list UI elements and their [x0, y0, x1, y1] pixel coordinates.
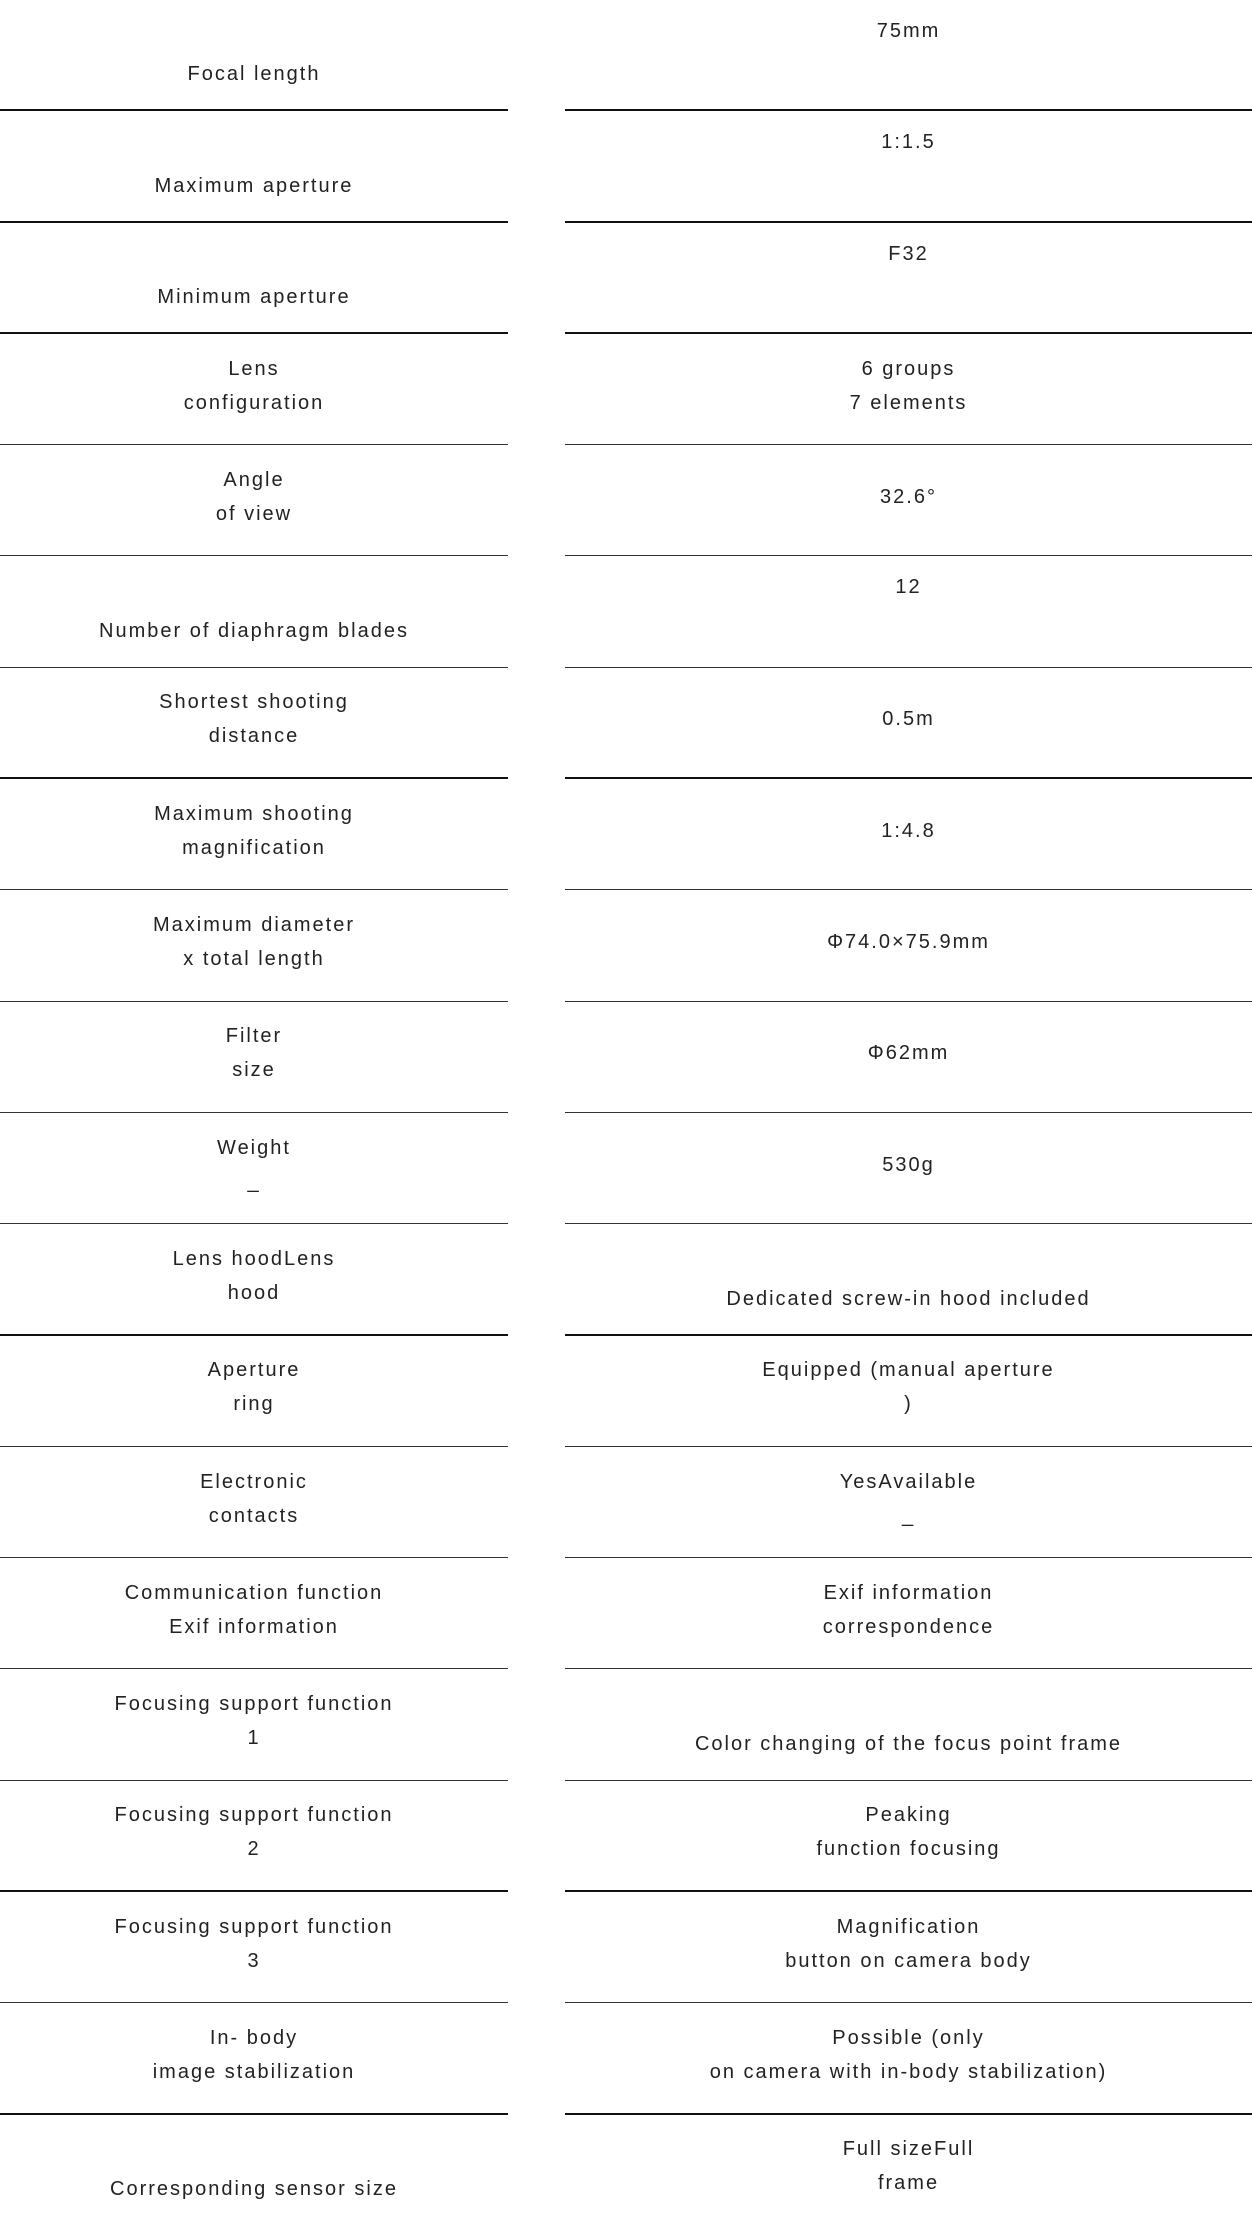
spec-row	[0, 556, 1252, 667]
spec-label-line: Lens hoodLens	[172, 1247, 336, 1270]
spec-row	[0, 1002, 1252, 1113]
spec-value-line: YesAvailable	[839, 1470, 978, 1493]
spec-value-line: button on camera body	[785, 1949, 1032, 1972]
spec-label	[0, 890, 508, 1001]
spec-label-line: _	[247, 1170, 261, 1193]
spec-row	[0, 1558, 1252, 1669]
spec-label-line: Electronic	[200, 1470, 308, 1493]
spec-value	[565, 1224, 1252, 1335]
spec-value	[565, 2115, 1252, 2226]
spec-label	[0, 668, 508, 779]
spec-label	[0, 1892, 508, 2003]
spec-value	[565, 1669, 1252, 1780]
spec-label	[0, 445, 508, 556]
spec-label-line: Minimum aperture	[157, 285, 351, 308]
spec-row	[0, 1224, 1252, 1335]
spec-value-line: Φ62mm	[867, 1042, 950, 1065]
spec-value-line: correspondence	[822, 1615, 995, 1638]
spec-label-line: magnification	[182, 836, 326, 859]
spec-value	[565, 0, 1252, 111]
spec-label-line: 1	[247, 1727, 261, 1750]
spec-label-line: Number of diaphragm blades	[99, 619, 409, 642]
spec-row	[0, 668, 1252, 779]
spec-value-line: Dedicated screw-in hood included	[726, 1287, 1091, 1310]
spec-value-line: function focusing	[816, 1838, 1001, 1861]
spec-value	[565, 223, 1252, 334]
spec-label-line: hood	[227, 1281, 281, 1304]
spec-value-line: Φ74.0×75.9mm	[827, 931, 990, 954]
spec-value	[565, 1781, 1252, 1892]
spec-label	[0, 1336, 508, 1447]
spec-row	[0, 779, 1252, 890]
spec-label-line: Weight	[217, 1136, 291, 1159]
spec-label-line: x total length	[183, 948, 325, 971]
spec-label	[0, 1558, 508, 1669]
spec-label-line: distance	[208, 725, 300, 748]
spec-value-line: 1:1.5	[881, 131, 936, 154]
spec-label	[0, 1002, 508, 1113]
spec-value-line: Color changing of the focus point frame	[694, 1732, 1123, 1755]
spec-row	[0, 1336, 1252, 1447]
spec-label-line: Communication function	[124, 1581, 384, 1604]
spec-row	[0, 1669, 1252, 1780]
spec-label	[0, 1447, 508, 1558]
spec-value-line: 1:4.8	[881, 819, 936, 842]
spec-label-line: Corresponding sensor size	[110, 2177, 398, 2200]
spec-label-line: Maximum aperture	[154, 174, 354, 197]
spec-row	[0, 1781, 1252, 1892]
spec-value-line: Exif information	[823, 1581, 994, 1604]
spec-label-line: Focusing support function	[114, 1693, 394, 1716]
spec-label	[0, 223, 508, 334]
spec-label-line: 2	[247, 1838, 261, 1861]
spec-label-line: configuration	[183, 391, 325, 414]
spec-label	[0, 779, 508, 890]
spec-row	[0, 2003, 1252, 2114]
spec-value	[565, 890, 1252, 1001]
spec-label-line: Maximum shooting	[154, 802, 354, 825]
spec-value-line: Magnification	[836, 1915, 981, 1938]
spec-value	[565, 2003, 1252, 2114]
spec-label	[0, 111, 508, 222]
spec-value-line: _	[901, 1504, 916, 1527]
spec-label	[0, 1224, 508, 1335]
spec-value-line: Full sizeFull	[842, 2138, 975, 2161]
spec-label-line: Shortest shooting	[159, 691, 349, 714]
spec-label	[0, 1669, 508, 1780]
spec-label-line: contacts	[208, 1504, 300, 1527]
spec-label	[0, 1113, 508, 1224]
spec-value-line: )	[904, 1393, 913, 1416]
spec-row	[0, 2115, 1252, 2226]
spec-value-line: on camera with in-body stabilization)	[709, 2060, 1108, 2083]
spec-label	[0, 556, 508, 667]
spec-value	[565, 779, 1252, 890]
spec-row	[0, 890, 1252, 1001]
spec-label-line: Exif information	[169, 1615, 339, 1638]
spec-label-line: ring	[233, 1393, 275, 1416]
spec-row	[0, 223, 1252, 334]
spec-label-line: Filter	[225, 1025, 283, 1048]
spec-row	[0, 1113, 1252, 1224]
spec-value-line: F32	[888, 242, 929, 265]
spec-value	[565, 556, 1252, 667]
spec-value-line: Possible (only	[832, 2026, 985, 2049]
spec-label-line: image stabilization	[152, 2060, 356, 2083]
spec-value-line: 12	[895, 576, 922, 599]
spec-label-line: In- body	[209, 2026, 299, 2049]
spec-value-line: frame	[877, 2172, 940, 2195]
spec-row	[0, 334, 1252, 445]
spec-value-line: 7 elements	[849, 391, 968, 414]
spec-value	[565, 1002, 1252, 1113]
spec-label	[0, 2115, 508, 2226]
spec-value	[565, 111, 1252, 222]
spec-value-line: 6 groups	[861, 357, 956, 380]
spec-label-line: Maximum diameter	[152, 914, 356, 937]
spec-label-line: of view	[215, 502, 293, 525]
spec-label-line: Angle	[223, 468, 285, 491]
spec-label-line: Focal length	[187, 63, 321, 86]
spec-row	[0, 1892, 1252, 2003]
spec-label-line: Aperture	[207, 1359, 301, 1382]
spec-label	[0, 1781, 508, 1892]
spec-row	[0, 0, 1252, 111]
spec-label-line: Focusing support function	[114, 1804, 394, 1827]
spec-value-line: Equipped (manual aperture	[762, 1359, 1055, 1382]
spec-value-line: 75mm	[876, 20, 941, 42]
spec-value-line: Peaking	[865, 1804, 952, 1827]
spec-value	[565, 445, 1252, 556]
spec-label	[0, 334, 508, 445]
spec-value	[565, 334, 1252, 445]
spec-value	[565, 1558, 1252, 1669]
spec-value-line: 32.6°	[880, 485, 937, 508]
spec-label-line: size	[232, 1059, 276, 1082]
spec-label-line: Focusing support function	[114, 1915, 394, 1938]
spec-value	[565, 1336, 1252, 1447]
spec-value	[565, 1447, 1252, 1558]
spec-value-line: 530g	[882, 1153, 935, 1176]
spec-row	[0, 111, 1252, 222]
spec-value-line: 0.5m	[882, 708, 935, 731]
spec-value	[565, 1892, 1252, 2003]
spec-label	[0, 2003, 508, 2114]
spec-value	[565, 1113, 1252, 1224]
spec-label-line: Lens	[228, 357, 280, 380]
spec-value	[565, 668, 1252, 779]
spec-label	[0, 0, 508, 111]
spec-label-line: 3	[247, 1949, 261, 1972]
spec-row	[0, 1447, 1252, 1558]
spec-row	[0, 445, 1252, 556]
